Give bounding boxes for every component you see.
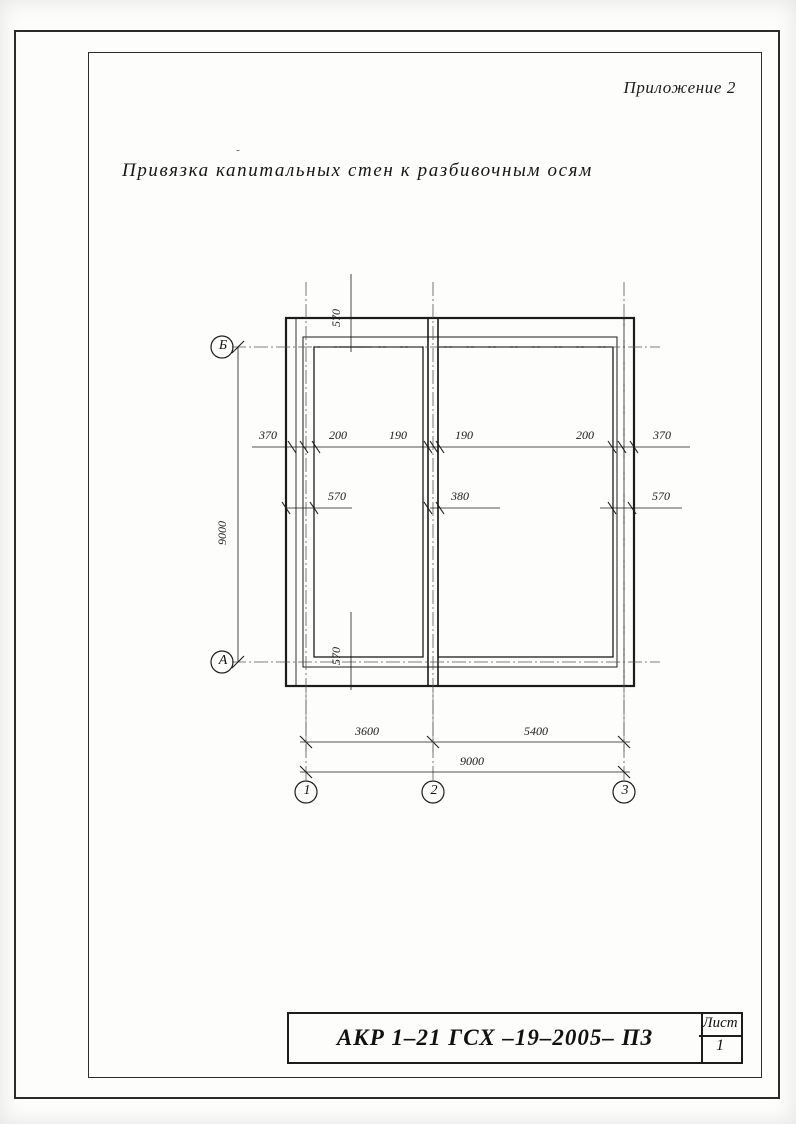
sheet-number: 1 [716,1037,724,1054]
page-title: Привязка капитальных стен к разбивочным осям [122,160,593,181]
dim-label-570-top: 570 [329,309,343,327]
axis-label-1: 1 [303,783,311,798]
title-mark: ˜ [236,148,240,160]
title-block-code: АКР 1–21 ГСХ –19–2005– ПЗ [336,1025,654,1050]
axis-label-2: 2 [430,783,438,798]
dim-label-570-left: 570 [328,489,346,503]
sheet-number-box [699,1012,743,1064]
dim-label-200-right: 200 [576,428,594,442]
appendix-label: Приложение 2 [623,78,736,97]
axis-label-3: 3 [621,783,629,798]
dim-label-570-right: 570 [652,489,670,503]
dim-label-9000-vertical: 9000 [215,521,229,545]
dim-label-200-left: 200 [329,428,347,442]
dim-label-380-mid: 380 [451,489,469,503]
dim-label-190-right: 190 [455,428,473,442]
sheet-label: Лист [702,1015,738,1031]
title-block [287,1012,703,1064]
dim-label-570-bottom: 570 [329,647,343,665]
dim-label-3600: 3600 [355,724,379,738]
dim-label-190-left: 190 [389,428,407,442]
dim-label-370-left: 370 [259,428,277,442]
dim-label-5400: 5400 [524,724,548,738]
inner-frame [88,52,762,1078]
axis-label-B: Б [218,338,228,353]
dim-label-9000-horizontal: 9000 [460,754,484,768]
dim-label-370-right: 370 [653,428,671,442]
axis-label-A: А [218,653,228,668]
